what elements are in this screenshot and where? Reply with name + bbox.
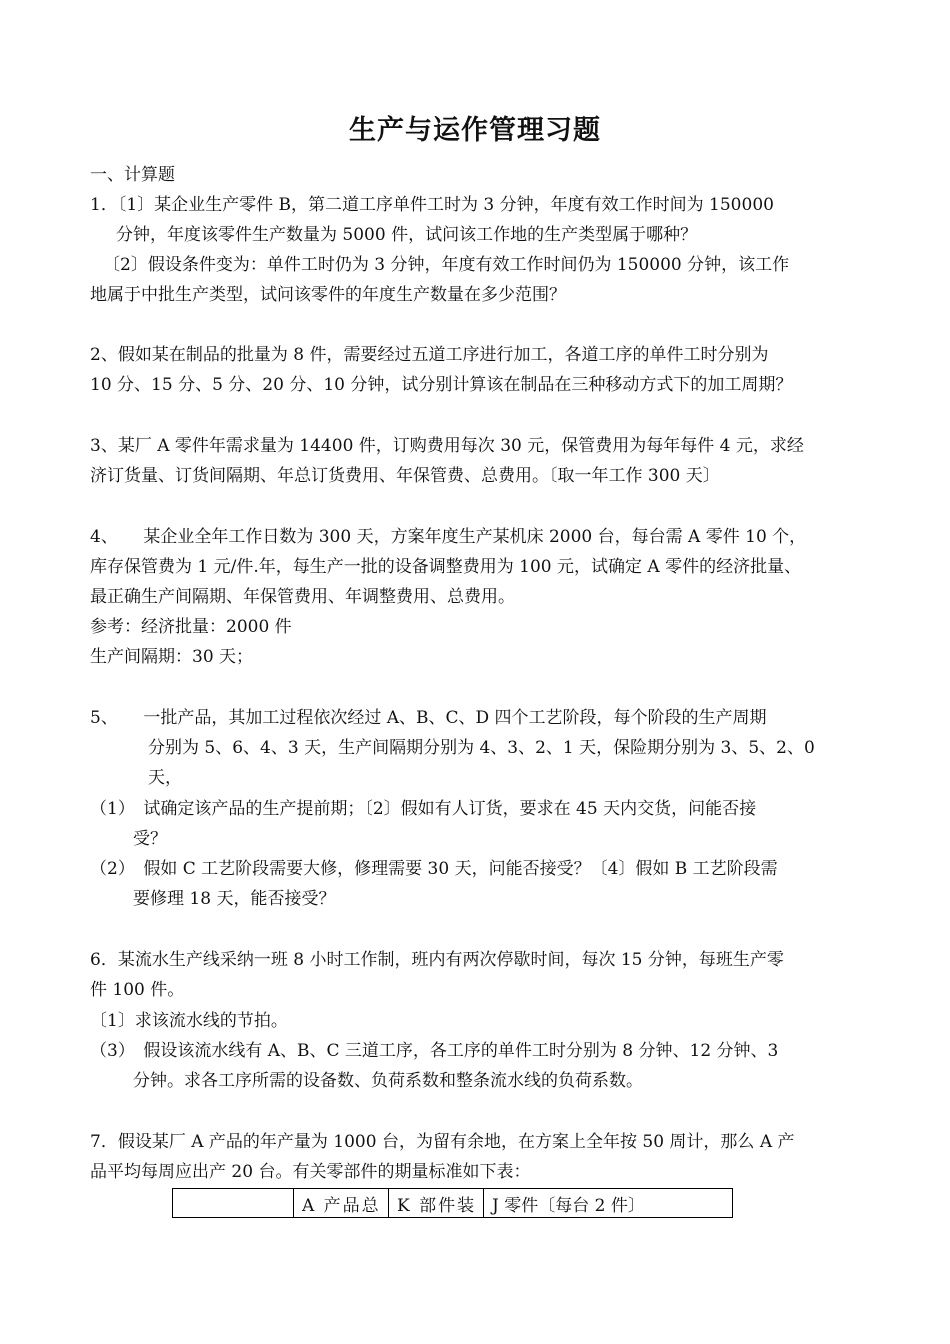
table-header-cell: K 部件装	[389, 1189, 484, 1218]
text-line: 件 100 件。	[90, 980, 185, 1000]
table-header-cell: J 零件〔每台 2 件〕	[484, 1189, 733, 1218]
text-line: 最正确生产间隔期、年保管费用、年调整费用、总费用。	[90, 587, 515, 607]
text-line: 1．〔1〕某企业生产零件 B，第二道工序单件工时为 3 分钟，年度有效工作时间为 150000	[90, 195, 774, 215]
text-line: 生产间隔期：30 天；	[90, 647, 254, 667]
text-line: 库存保管费为 1 元/件.年，每生产一批的设备调整费用为 100 元，试确定 A 零件的经济批量、	[90, 557, 802, 577]
text-line: 分别为 5、6、4、3 天，生产间隔期分别为 4、3、2、1 天，保险期分别为 3、5、2、0	[148, 738, 815, 758]
text-line: 要修理 18 天，能否接受？	[133, 889, 336, 909]
text-line: 参考：经济批量：2000 件	[90, 617, 292, 637]
table-header-cell: A 产品总	[294, 1189, 389, 1218]
text-line: 4、 某企业全年工作日数为 300 天，方案年度生产某机床 2000 台，每台需 A 零件 10 个，	[90, 527, 807, 547]
text-line: 分钟。求各工序所需的设备数、负荷系数和整条流水线的负荷系数。	[133, 1071, 643, 1091]
text-line: 10 分、15 分、5 分、20 分、10 分钟，试分别计算该在制品在三种移动方式下的加工周期？	[90, 375, 793, 395]
text-line: （3） 假设该流水线有 A、B、C 三道工序，各工序的单件工时分别为 8 分钟、12 分钟、3	[90, 1041, 779, 1061]
text-line: 品平均每周应出产 20 台。有关零部件的期量标准如下表：	[90, 1162, 531, 1182]
text-line: 〔2〕假设条件变为：单件工时仍为 3 分钟，年度有效工作时间仍为 150000 分钟，该工作	[103, 255, 790, 275]
text-line: 3、某厂 A 零件年需求量为 14400 件，订购费用每次 30 元，保管费用为每年每件 4 元，求经	[90, 436, 804, 456]
text-line: （2） 假如 C 工艺阶段需要大修，修理需要 30 天，问能否接受？〔4〕假如 B 工艺阶段需	[90, 859, 778, 879]
text-line: 天，	[148, 768, 182, 788]
text-line: （1） 试确定该产品的生产提前期；〔2〕假如有人订货，要求在 45 天内交货，问能否接	[90, 799, 757, 819]
text-line: 2、假如某在制品的批量为 8 件，需要经过五道工序进行加工，各道工序的单件工时分别为	[90, 345, 769, 365]
page-title: 生产与运作管理习题	[349, 115, 601, 146]
table-header-cell	[173, 1189, 294, 1218]
text-line: 7．假设某厂 A 产品的年产量为 1000 台，为留有余地，在方案上全年按 50 周计，那么 A 产	[90, 1132, 795, 1152]
text-line: 受？	[133, 829, 167, 849]
text-line: 济订货量、订货间隔期、年总订货费用、年保管费、总费用。〔取一年工作 300 天〕	[90, 466, 720, 486]
table-header-row	[173, 1189, 733, 1218]
text-line: 〔1〕求该流水线的节拍。	[90, 1011, 288, 1031]
parts-standard-table	[172, 1188, 733, 1218]
text-line: 地属于中批生产类型，试问该零件的年度生产数量在多少范围？	[90, 285, 566, 305]
text-line: 分钟，年度该零件生产数量为 5000 件，试问该工作地的生产类型属于哪种？	[116, 225, 698, 245]
text-line: 6．某流水生产线采纳一班 8 小时工作制，班内有两次停歇时间，每次 15 分钟，每班生产零	[90, 950, 784, 970]
text-line: 5、 一批产品，其加工过程依次经过 A、B、C、D 四个工艺阶段，每个阶段的生产周期	[90, 708, 767, 728]
section-heading: 一、计算题	[90, 165, 175, 185]
